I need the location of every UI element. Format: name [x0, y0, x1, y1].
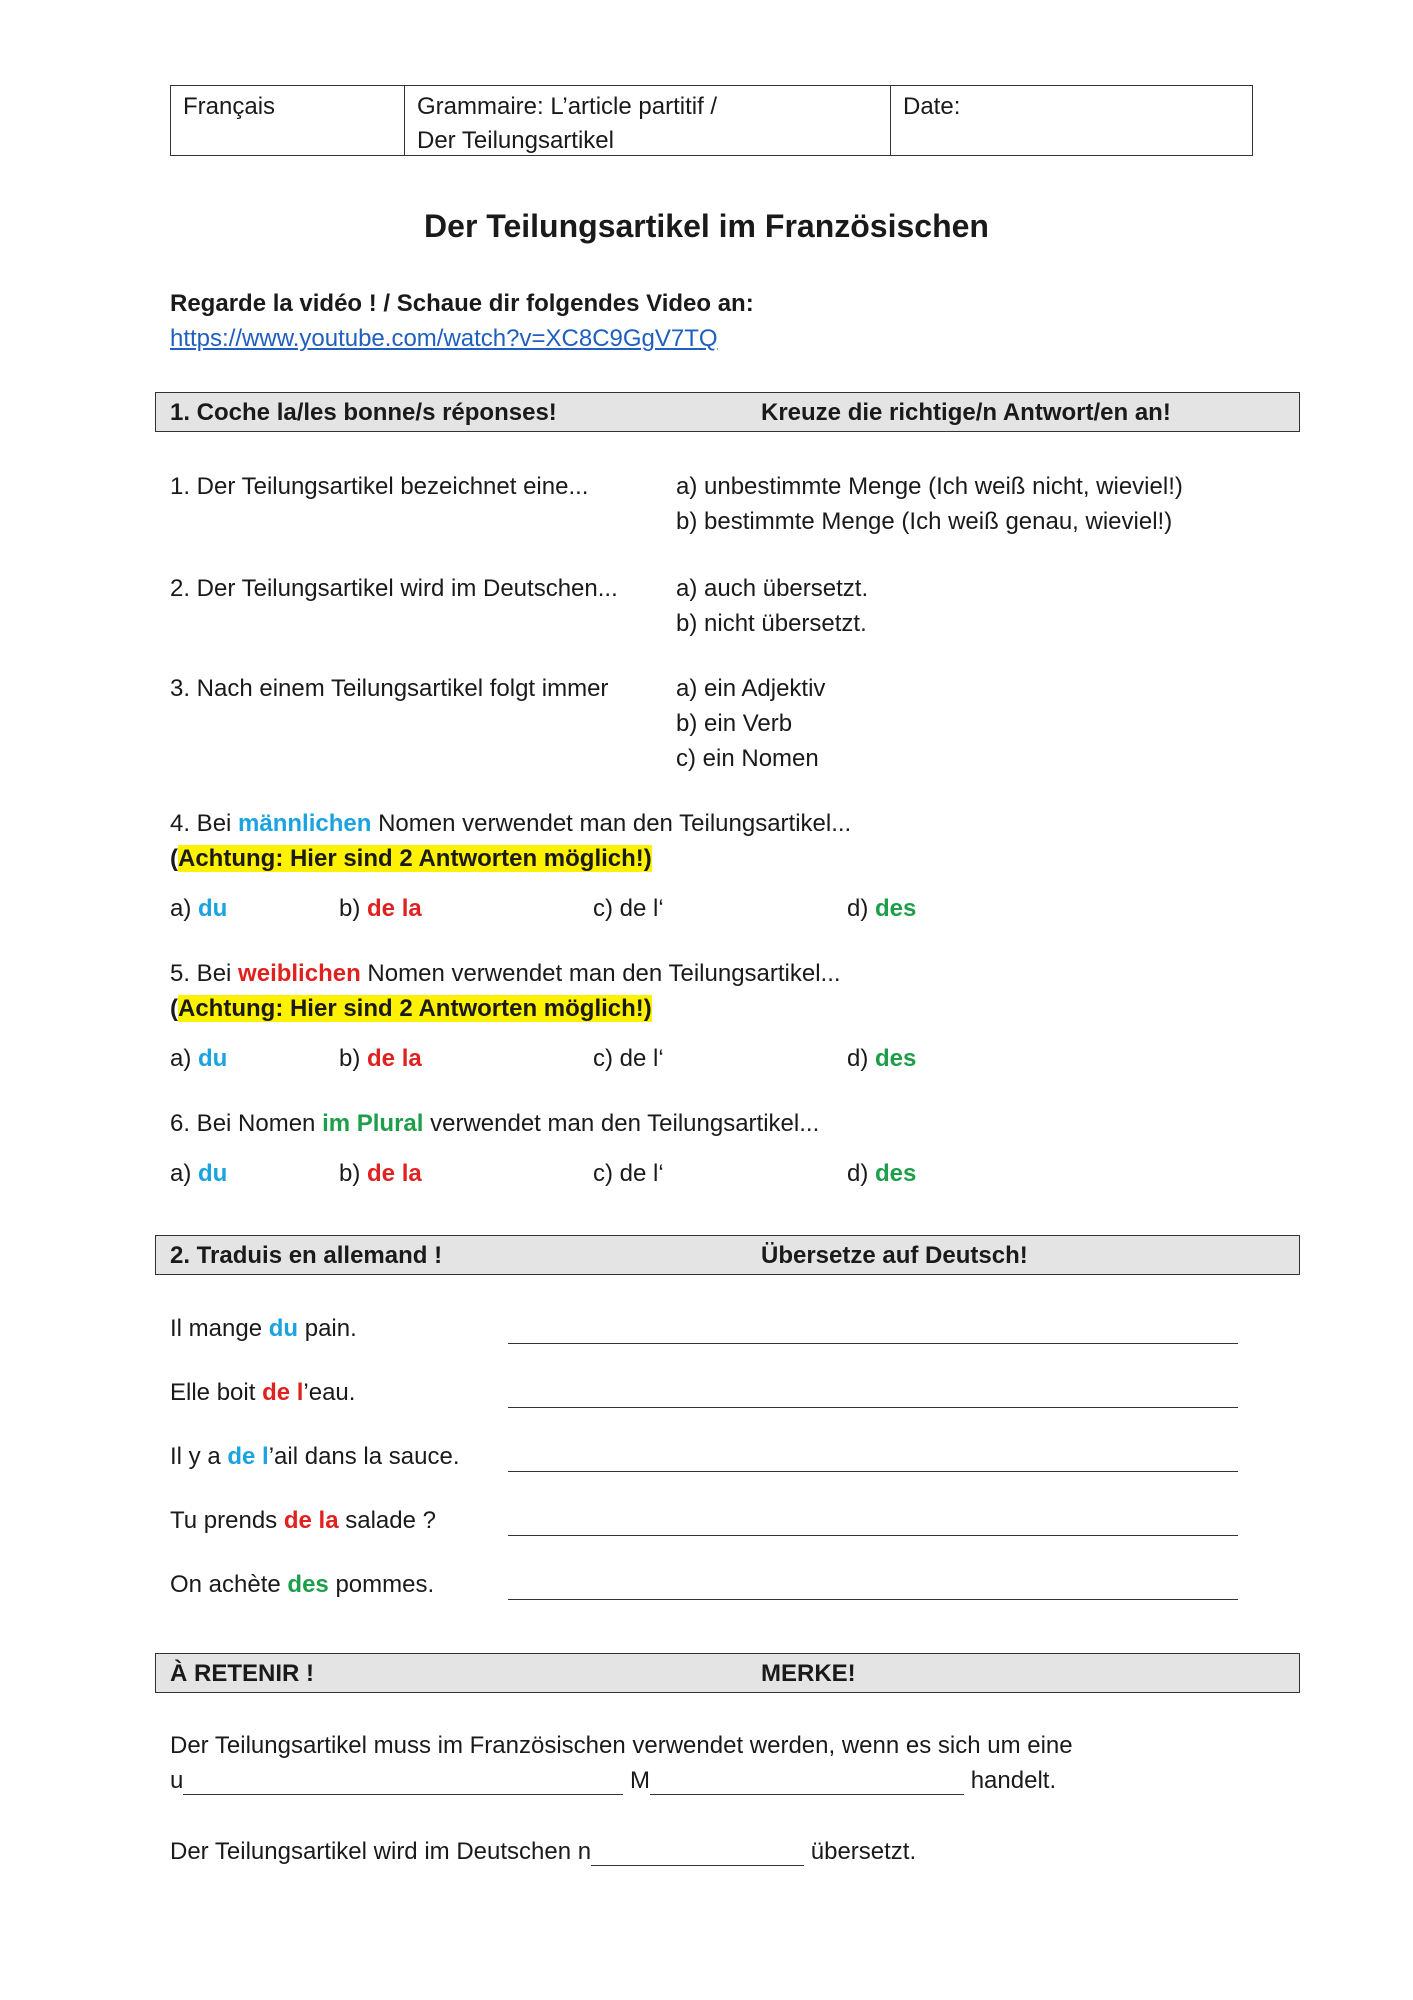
translate-sentence-5: [170, 1571, 434, 1599]
q5-d-value: des: [875, 1045, 917, 1072]
q4-note: [170, 845, 652, 873]
q6-option-b[interactable]: [339, 1160, 422, 1188]
q5-pre: 5. Bei: [170, 960, 239, 987]
rule-paragraph-line2: [170, 1767, 1056, 1795]
q4-option-d[interactable]: [847, 895, 916, 923]
answer-line-4[interactable]: [508, 1535, 1238, 1536]
section3-header: [155, 1653, 1300, 1693]
s3-article: de l: [227, 1443, 269, 1470]
answer-line-5[interactable]: [508, 1599, 1238, 1600]
s1-article: du: [268, 1315, 299, 1342]
q1-text: 1. Der Teilungsartikel bezeichnet eine...: [170, 473, 589, 500]
answer-line-3[interactable]: [508, 1471, 1238, 1472]
translate-sentence-3: [170, 1443, 459, 1471]
s4-post: salade ?: [338, 1507, 436, 1534]
video-link[interactable]: https://www.youtube.com/watch?v=XC8C9GgV7TQ: [170, 325, 718, 352]
blank-m[interactable]: [650, 1770, 964, 1795]
q1-option-a[interactable]: a) unbestimmte Menge (Ich weiß nicht, wieviel!): [676, 473, 1183, 500]
topic-line2: Der Teilungsartikel: [417, 127, 614, 154]
q3-text: 3. Nach einem Teilungsartikel folgt immer: [170, 675, 609, 702]
q2-option-a[interactable]: a) auch übersetzt.: [676, 575, 869, 602]
q5-text: [170, 960, 841, 988]
q3-option-c[interactable]: c) ein Nomen: [676, 745, 819, 772]
s1-pre: Il mange: [170, 1315, 269, 1342]
q6-text: [170, 1110, 819, 1138]
blank-u[interactable]: [183, 1770, 623, 1795]
topic-line1: Grammaire: L’article partitif /: [417, 93, 718, 120]
q4-note-open: (: [170, 845, 178, 872]
q6-d-value: des: [875, 1160, 917, 1187]
q5-post: Nomen verwendet man den Teilungsartikel...: [360, 960, 841, 987]
q5-a-value: du: [198, 1045, 228, 1072]
q6-pre: 6. Bei Nomen: [170, 1110, 323, 1137]
page-title: Der Teilungsartikel im Französischen: [424, 208, 989, 244]
s1-post: pain.: [298, 1315, 357, 1342]
q5-option-b[interactable]: [339, 1045, 422, 1073]
q6-option-a[interactable]: [170, 1160, 227, 1188]
q5-option-c[interactable]: c) de l‘: [593, 1045, 664, 1072]
q4-a-value: du: [198, 895, 228, 922]
q4-note-text: Achtung: Hier sind 2 Antworten möglich!): [178, 845, 652, 872]
q4-option-b[interactable]: [339, 895, 422, 923]
q4-option-c[interactable]: c) de l‘: [593, 895, 664, 922]
s4-article: de la: [283, 1507, 339, 1534]
s5-post: pommes.: [328, 1571, 435, 1598]
subject-label: Français: [183, 93, 276, 120]
date-cell: [891, 86, 1252, 155]
answer-line-1[interactable]: [508, 1343, 1238, 1344]
q6-option-d[interactable]: [847, 1160, 916, 1188]
translate-sentence-4: [170, 1507, 436, 1535]
q6-a-value: du: [198, 1160, 228, 1187]
rule-u-letter: u: [170, 1767, 184, 1794]
q4-b-prefix: b): [339, 895, 368, 922]
q4-d-value: des: [875, 895, 917, 922]
topic-cell: [405, 86, 891, 155]
q5-note: [170, 995, 652, 1023]
rule-handelt: handelt.: [970, 1767, 1057, 1794]
q5-option-d[interactable]: [847, 1045, 916, 1073]
q5-option-a[interactable]: [170, 1045, 227, 1073]
s4-pre: Tu prends: [170, 1507, 284, 1534]
q4-a-prefix: a): [170, 895, 199, 922]
s3-pre: Il y a: [170, 1443, 228, 1470]
q4-pre: 4. Bei: [170, 810, 239, 837]
q2-text: 2. Der Teilungsartikel wird im Deutschen...: [170, 575, 618, 602]
q4-keyword: männlichen: [238, 810, 372, 837]
section1-title-de: Kreuze die richtige/n Antwort/en an!: [761, 399, 1171, 426]
q5-a-prefix: a): [170, 1045, 199, 1072]
translate-sentence-1: [170, 1315, 357, 1343]
q4-post: Nomen verwendet man den Teilungsartikel...: [371, 810, 852, 837]
rule2-end: übersetzt.: [810, 1838, 917, 1865]
q3-option-a[interactable]: a) ein Adjektiv: [676, 675, 826, 702]
q5-note-text: Achtung: Hier sind 2 Antworten möglich!): [178, 995, 652, 1022]
section2-header: [155, 1235, 1300, 1275]
translate-sentence-2: [170, 1379, 355, 1407]
blank-n[interactable]: [591, 1841, 804, 1866]
q4-b-value: de la: [367, 895, 422, 922]
q5-keyword: weiblichen: [238, 960, 361, 987]
q5-d-prefix: d): [847, 1045, 876, 1072]
q4-text: [170, 810, 851, 838]
q5-note-open: (: [170, 995, 178, 1022]
s5-pre: On achète: [170, 1571, 288, 1598]
q6-b-value: de la: [367, 1160, 422, 1187]
s2-post: ’eau.: [303, 1379, 356, 1406]
section1-header: [155, 392, 1300, 432]
q6-post: verwendet man den Teilungsartikel...: [423, 1110, 820, 1137]
section3-title-fr: À RETENIR !: [170, 1660, 314, 1687]
q5-b-prefix: b): [339, 1045, 368, 1072]
rule-paragraph-2: [170, 1838, 916, 1866]
s5-article: des: [287, 1571, 329, 1598]
q4-option-a[interactable]: [170, 895, 227, 923]
q6-b-prefix: b): [339, 1160, 368, 1187]
q6-option-c[interactable]: c) de l‘: [593, 1160, 664, 1187]
answer-line-2[interactable]: [508, 1407, 1238, 1408]
s3-post: ’ail dans la sauce.: [268, 1443, 460, 1470]
subject-cell: [171, 86, 405, 155]
video-instruction: Regarde la vidéo ! / Schaue dir folgendes Video an:: [170, 290, 754, 317]
section3-title-de: MERKE!: [761, 1660, 856, 1687]
section1-title-fr: 1. Coche la/les bonne/s réponses!: [170, 399, 557, 426]
q4-d-prefix: d): [847, 895, 876, 922]
q1-option-b[interactable]: b) bestimmte Menge (Ich weiß genau, wieviel!): [676, 508, 1173, 535]
q2-option-b[interactable]: b) nicht übersetzt.: [676, 610, 867, 637]
q5-b-value: de la: [367, 1045, 422, 1072]
q6-d-prefix: d): [847, 1160, 876, 1187]
rule-paragraph-line1: Der Teilungsartikel muss im Französischen verwendet werden, wenn es sich um eine: [170, 1732, 1073, 1759]
q6-keyword: im Plural: [322, 1110, 424, 1137]
s2-pre: Elle boit: [170, 1379, 263, 1406]
header-table: [170, 85, 1253, 156]
section2-title-fr: 2. Traduis en allemand !: [170, 1242, 443, 1269]
date-label: Date:: [903, 93, 961, 120]
rule-m-letter: M: [630, 1767, 651, 1794]
q3-option-b[interactable]: b) ein Verb: [676, 710, 793, 737]
q6-a-prefix: a): [170, 1160, 199, 1187]
s2-article: de l: [262, 1379, 304, 1406]
section2-title-de: Übersetze auf Deutsch!: [761, 1242, 1028, 1269]
rule2-pre: Der Teilungsartikel wird im Deutschen n: [170, 1838, 592, 1865]
